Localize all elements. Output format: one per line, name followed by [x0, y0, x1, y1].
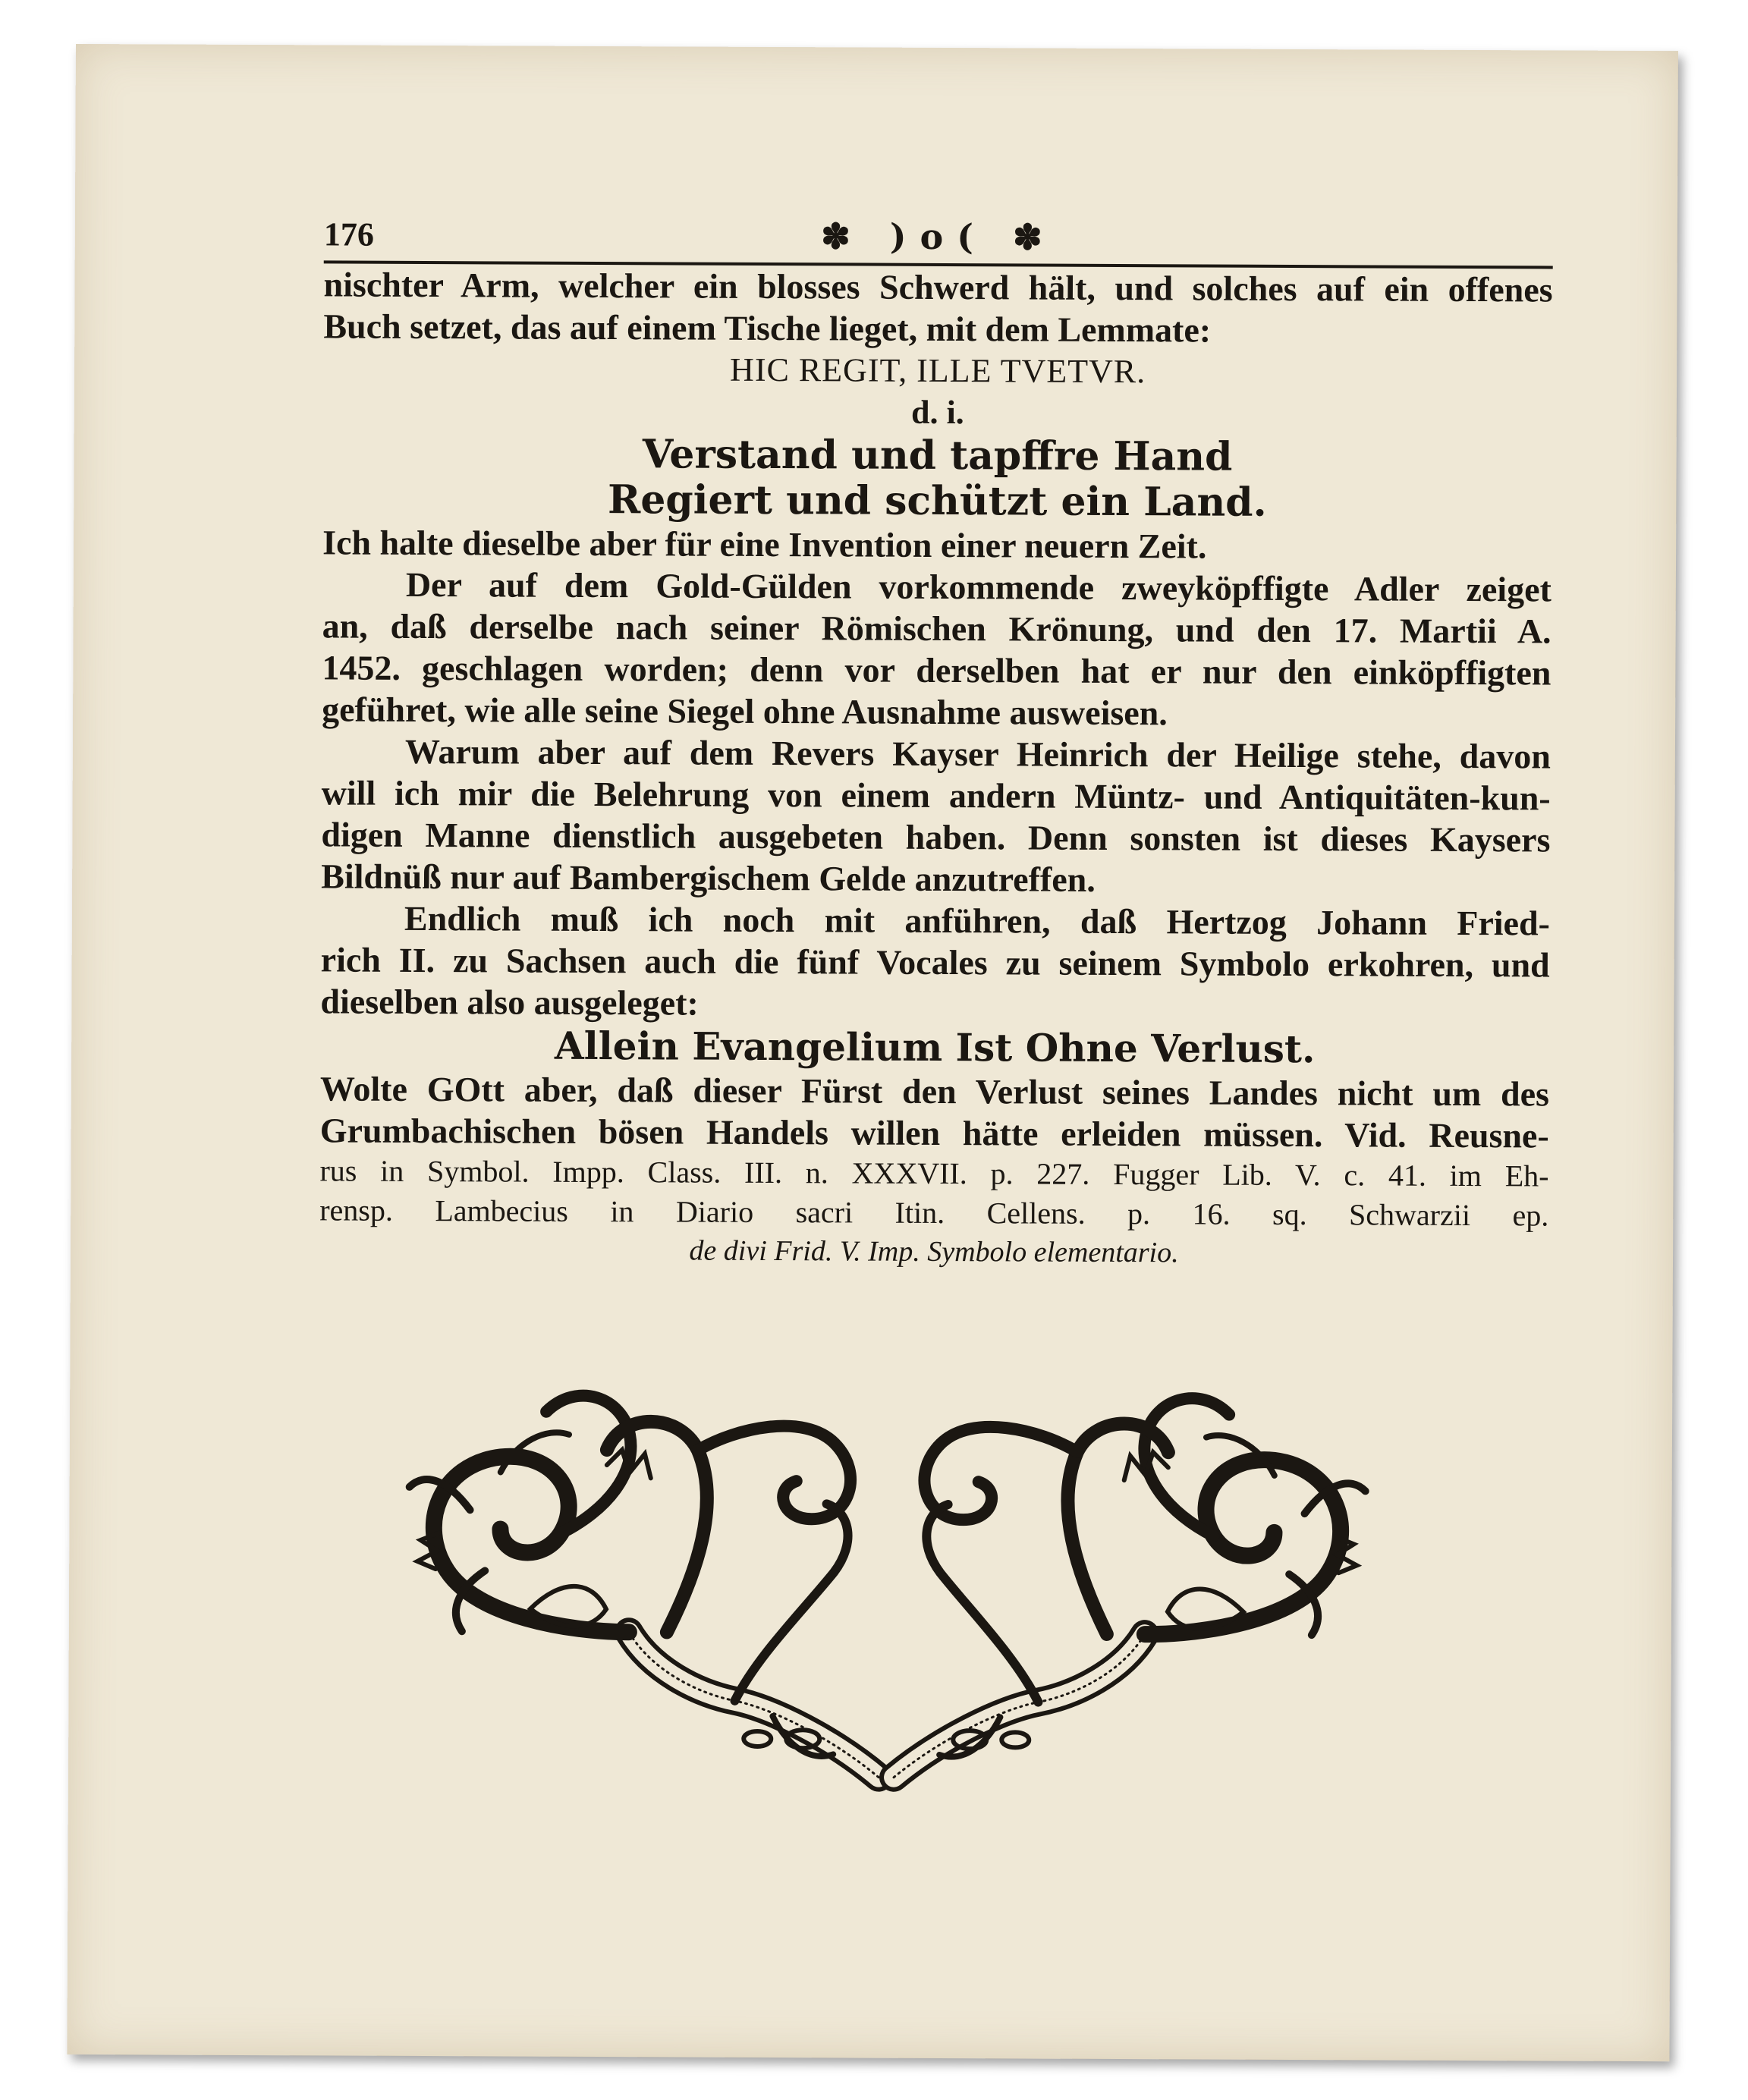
- text-line: nischter Arm, welcher ein blosses Schwerd hält, und solches auf ein offenes: [323, 265, 1553, 310]
- reference-line: rensp. Lambecius in Diario sacri Itin. Cellens. p. 16. sq. Schwarzii ep.: [319, 1193, 1549, 1233]
- page-text: [319, 213, 1553, 1273]
- verse-line: Verstand und tapffre Hand: [642, 431, 1233, 480]
- verse-line: Regiert und schützt ein Land.: [607, 476, 1267, 526]
- text-line: 1452. geschlagen worden; denn vor derselben hat er nur den einköpffigten: [322, 648, 1552, 693]
- text-line: digen Manne dienstlich ausgebeten haben. Denn sonsten ist dieses Kaysers: [321, 815, 1551, 860]
- text-line: Buch setzet, das auf einem Tische lieget, mit dem Lemmate:: [323, 307, 1212, 350]
- acanthus-vignette-icon: [378, 1381, 1396, 1810]
- text-line: rich II. zu Sachsen auch die fünf Vocales zu seinem Symbolo erkohren, und: [320, 940, 1550, 985]
- motto: HIC REGIT, ILLE TVETVR.: [729, 351, 1146, 391]
- book-page: [67, 44, 1678, 2061]
- vocales-motto: Allein Evangelium Ist Ohne Verlust.: [554, 1023, 1316, 1072]
- text-line: Warum aber auf dem Revers Kayser Heinrich der Heilige stehe, davon: [404, 731, 1552, 776]
- page-number: 176: [323, 215, 375, 253]
- text-line: Grumbachischen bösen Handels willen hätte erleiden müssen. Vid. Reusne-: [319, 1111, 1549, 1155]
- text-line: Ich halte dieselbe aber für eine Invention einer neuern Zeit.: [322, 523, 1207, 566]
- text-line: an, daß derselbe nach seiner Römischen Krönung, und den 17. Martii A.: [322, 606, 1552, 651]
- text-line: geführet, wie alle seine Siegel ohne Ausnahme ausweisen.: [322, 690, 1168, 733]
- left-scroll: [408, 1395, 880, 1778]
- text-line: Endlich muß ich noch mit anführen, daß Hertzog Johann Fried-: [404, 898, 1551, 943]
- text-line: Wolte GOtt aber, daß dieser Fürst den Verlust seines Landes nicht um des: [319, 1069, 1550, 1114]
- text-line: Der auf dem Gold-Gülden vorkommende zweyköpffigte Adler zeiget: [405, 564, 1552, 609]
- running-header: [324, 213, 1553, 269]
- reference-line: rus in Symbol. Impp. Class. III. n. XXXVII. p. 227. Fugger Lib. V. c. 41. im Eh-: [319, 1153, 1549, 1193]
- reference-line: de divi Frid. V. Imp. Symbolo elementario.: [689, 1234, 1179, 1269]
- di-abbrev: d. i.: [910, 393, 964, 432]
- text-line: dieselben also ausgeleget:: [320, 982, 699, 1023]
- text-line: Bildnüß nur auf Bambergischem Gelde anzutreffen.: [321, 857, 1096, 899]
- text-line: will ich mir die Belehrung von einem andern Müntz- und Antiquitäten-kun-: [321, 773, 1551, 818]
- header-ornament: ✽ )o( ✽: [821, 215, 1056, 258]
- right-scroll: [894, 1397, 1366, 1779]
